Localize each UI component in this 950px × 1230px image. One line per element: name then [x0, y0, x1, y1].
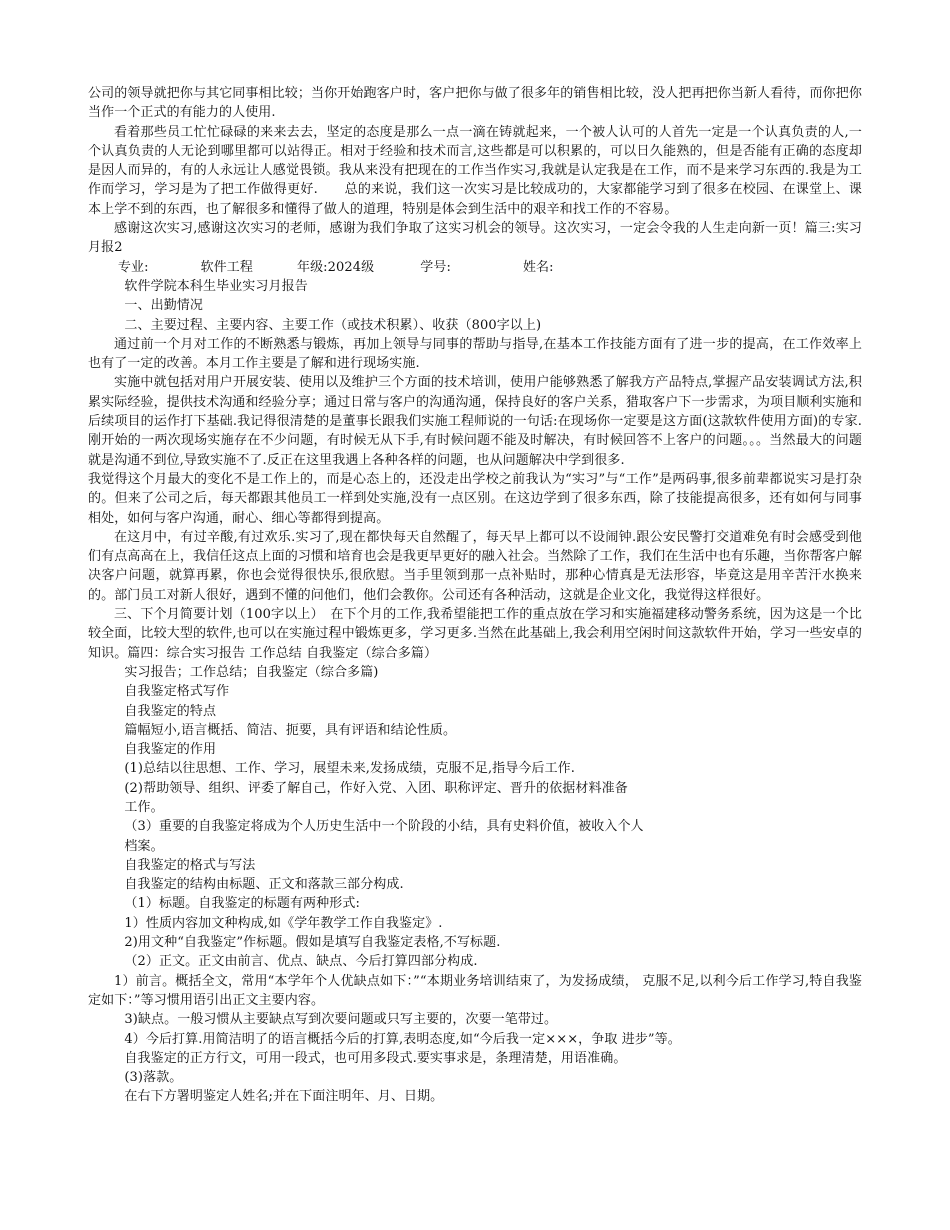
list-item: 4）今后打算.用简洁明了的语言概括今后的打算,表明态度,如“今后我一定×××，争取 进步”等。	[124, 1031, 681, 1047]
list-item: （3）重要的自我鉴定将成为个人历史生活中一个阶段的小结，具有史料价值，被收入个人	[124, 819, 644, 835]
major-label: 专业:	[117, 259, 149, 275]
paragraph: 在右下方署明鉴定人姓名;并在下面注明年、月、日期。	[124, 1089, 444, 1105]
list-item: 2)用文种“自我鉴定”作标题。假如是填写自我鉴定表格,不写标题.	[124, 935, 501, 951]
list-item: 3)缺点。一般习惯从主要缺点写到次要问题或只写主要的，次要一笔带过。	[124, 1012, 558, 1028]
section-heading: 二、主要过程、主要内容、主要工作（或技术积累）、收获（800字以上)	[124, 317, 542, 333]
list-item: 1）前言。概括全文，常用“本学年个人优缺点如下：”“本期业务培训结束了，为发扬成绩， 克服不足,以利今后工作学习,特自我鉴定如下：”等习惯用语引出正文主要内容。	[88, 973, 862, 1008]
paragraph: 自我鉴定的正方行文，可用一段式，也可用多段式.要实事求是，条理清楚，用语准确。	[124, 1050, 627, 1066]
section-heading: 自我鉴定的作用	[124, 742, 217, 758]
paragraph: 我觉得这个月最大的变化不是工作上的，而是心态上的，还没走出学校之前我认为“实习”与“工作”是两码事,很多前辈都说实习是打杂的。但来了公司之后，每天都跟其他员工一样到处实施,没有一点区别。在这边学到了很多东西，除了技能提高很多，还有如何与同事相处，如何与客户沟通，耐心、细心等都得到提高。	[88, 471, 862, 526]
list-item: （2）正文。正文由前言、优点、缺点、今后打算四部分构成.	[124, 954, 478, 970]
paragraph: 实施中就包括对用户开展安装、使用以及维护三个方面的技术培训，使用户能够熟悉了解我方产品特点,掌握产品安装调试方法,积累实际经验，提供技术沟通和经验分享；通过日常与客户的沟通沟通，保持良好的客户关系，猎取客户下一步需求，为项目顺利实施和后续项目的运作打下基础.我记得很清楚的是董事长跟我们实施工程师说的一句话:在现场你一定要是这方面(这款软件使用方面)的专家.刚开始的一两次现场实施存在不少问题，有时候无从下手,有时候问题不能及时解决，有时候回答不上客户的问题。。。当然最大的问题就是沟通不到位,导致实施不了.反正在这里我遇上各种各样的问题，也从问题解决中学到很多.	[88, 375, 862, 468]
paragraph: 看着那些员工忙忙碌碌的来来去去，坚定的态度是那么一点一滴在铸就起来，一个被人认可的人首先一定是一个认真负责的人,一个认真负责的人无论到哪里都可以站得正。相对于经验和技术而言,这些都是可以积累的，可以日久能熟的，但是否能有正确的态度却是因人而异的，有的人永远让人感觉畏锁。我从来没有把现在的工作当作实习,我就是认定我是在工作，而不是来学习东西的.我是为工作而学习，学习是为了把工作做得更好. 总的来说，我们这一次实习是比较成功的，大家都能学习到了很多在校园、在课堂上、课本上学不到的东西，也了解很多和懂得了做人的道理，特别是体会到生活中的艰辛和找工作的不容易。	[88, 124, 862, 217]
student-id-label: 学号:	[420, 259, 451, 275]
grade-label: 年级:	[296, 259, 328, 275]
major-value: 软件工程	[200, 259, 253, 275]
list-item: （1）标题。自我鉴定的标题有两种形式:	[124, 896, 360, 912]
student-info-row	[88, 258, 862, 277]
section-heading: 自我鉴定的格式与写法	[124, 857, 256, 873]
paragraph: 公司的领导就把你与其它同事相比较；当你开始跑客户时，客户把你与做了很多年的销售相比较，没人把再把你当新人看待，而你把你当作一个正式的有能力的人使用.	[88, 86, 862, 121]
report-title: 软件学院本科生毕业实习月报告	[124, 278, 308, 294]
list-item-continuation: 档案。	[124, 838, 164, 854]
list-item: (1)总结以往思想、工作、学习，展望未来,发扬成绩，克服不足,指导今后工作.	[124, 761, 576, 777]
paragraph: 在这月中，有过辛酸,有过欢乐.实习了,现在都快每天自然醒了，每天早上都可以不设闹钟.跟公安民警打交道难免有时会感受到他们有点高高在上，我信任这点上面的习惯和培育也会是我更早更好的融入社会。当然除了工作，我们在生活中也有乐趣，当你帮客户解决客户问题，就算再累，你也会觉得很快乐,很欣慰。当手里领到那一点补贴时，那种心情真是无法形容，毕竟这是用辛苦汗水换来的。部门员工对新人很好，遇到不懂的问他们，他们会教你。公司还有各种活动，这就是企业文化，我觉得这样很好。	[88, 529, 862, 603]
section-heading: 自我鉴定格式写作	[124, 684, 230, 700]
paragraph: 感谢这次实习,感谢这次实习的老师，感谢为我们争取了这实习机会的领导。这次实习，一定会令我的人生走向新一页！篇三:实习月报2	[88, 221, 863, 256]
list-item-continuation: 工作。	[124, 799, 164, 815]
list-item: (2)帮助领导、组织、评委了解自己，作好入党、入团、职称评定、晋升的依据材料准备	[124, 780, 628, 796]
list-item: 1）性质内容加文种构成,如《学年教学工作自我鉴定》.	[124, 915, 443, 931]
document-body	[88, 84, 862, 1107]
section-heading: 自我鉴定的特点	[124, 703, 217, 719]
name-label: 姓名:	[522, 259, 554, 275]
list-item: (3)落款。	[124, 1070, 183, 1086]
paragraph: 篇幅短小,语言概括、简洁、扼要，具有评语和结论性质。	[124, 722, 457, 738]
subtitle: 实习报告；工作总结；自我鉴定（综合多篇)	[124, 664, 379, 680]
paragraph: 三、下个月简要计划（100字以上） 在下个月的工作,我希望能把工作的重点放在学习和实施福建移动警务系统，因为这是一个比较全面，比较大型的软件,也可以在实施过程中锻炼更多，学习更多.当然在此基础上,我会利用空闲时间这款软件开始，学习一些安卓的知识。篇四：综合实习报告 工作总结 自我鉴定（综合多篇）	[88, 607, 862, 661]
grade-value: 2024级	[327, 259, 375, 275]
paragraph: 自我鉴定的结构由标题、正文和落款三部分构成.	[124, 877, 404, 893]
section-heading: 一、出勤情况	[124, 298, 203, 314]
paragraph: 通过前一个月对工作的不断熟悉与锻炼，再加上领导与同事的帮助与指导,在基本工作技能方面有了进一步的提高，在工作效率上也有了一定的改善。本月工作主要是了解和进行现场实施.	[88, 336, 862, 372]
